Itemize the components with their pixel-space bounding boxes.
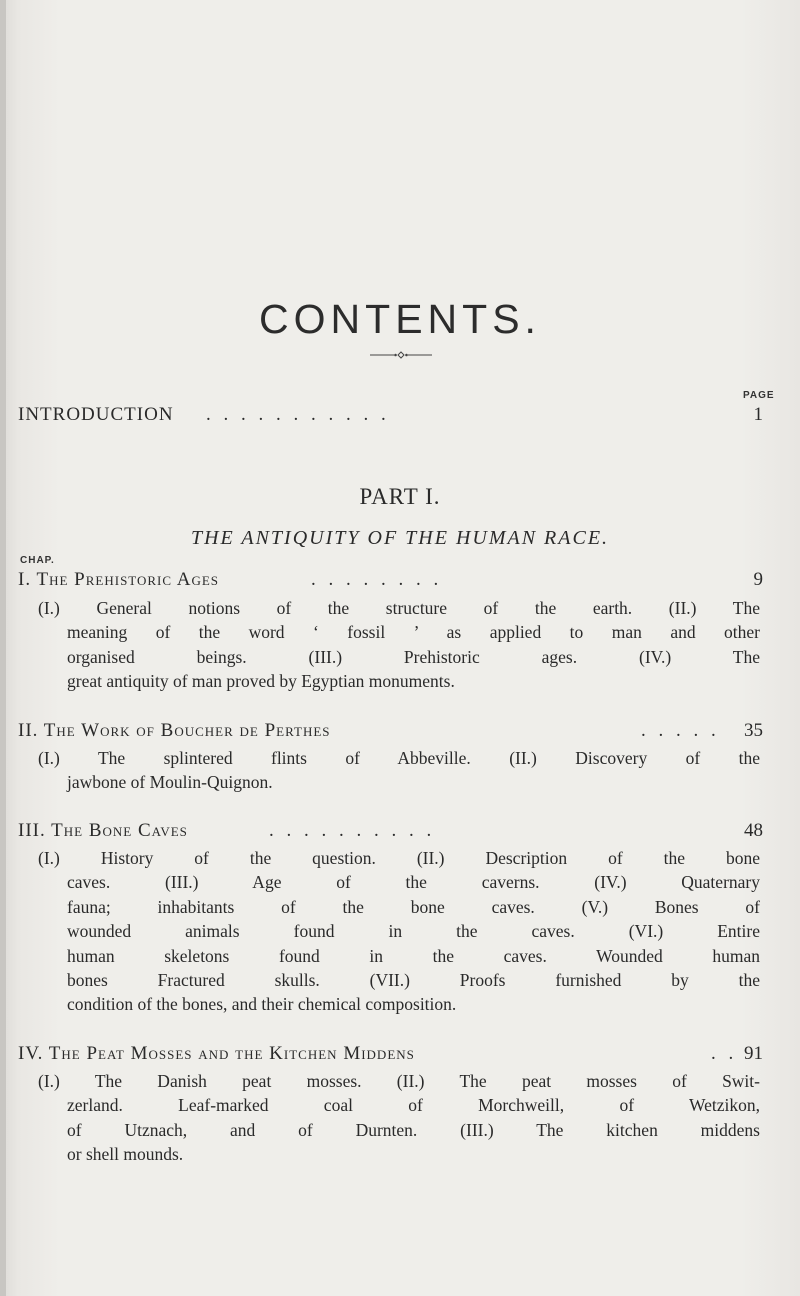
summary-line: jawbone of Moulin-Quignon. [67,772,273,793]
summary-line: (I.) The Danish peat mosses. (II.) The peat mosses of Swit- [38,1071,760,1091]
toc-entry-chapter-4[interactable] [18,1043,763,1069]
page-binding-edge [0,0,6,1296]
summary-line: condition of the bones, and their chemical composition. [67,994,457,1015]
toc-entry-chapter-2[interactable] [18,720,763,746]
part-subtitle: THE ANTIQUITY OF THE HUMAN RACE. [190,527,610,549]
summary-line: of Utznach, and of Durnten. (III.) The kitchen middens [67,1119,760,1140]
page-title: CONTENTS. [259,296,541,342]
summary-line: wounded animals found in the caves. (VI.) Entire [67,921,760,942]
leader-dots: . . . . . [641,720,720,741]
chapter-summary [38,746,760,795]
page-column-label: PAGE [743,390,775,401]
leader-dots: . . . . . . . . [311,569,443,590]
leader-dots: . . . . . . . . . . [269,820,436,841]
leader-dots: . . . . . . . . . . . [206,404,390,425]
chapter-page: 35 [744,720,763,741]
chapter-page: 9 [753,569,763,590]
summary-line: or shell mounds. [67,1144,184,1165]
chapter-column-label: CHAP. [20,555,55,566]
summary-line: meaning of the word ‘ fossil ’ as applied to man and other [67,622,760,643]
chapter-page: 91 [744,1043,763,1064]
chapter-title: III. The Bone Caves [18,820,188,841]
chapter-page: 48 [744,820,763,841]
chapter-title: IV. The Peat Mosses and the Kitchen Middens [18,1043,415,1064]
toc-entry-label: INTRODUCTION [18,404,174,425]
chapter-summary [38,846,760,1017]
summary-line: (I.) The splintered flints of Abbeville. (II.) Discovery of the [38,748,760,768]
chapter-summary [38,1069,760,1167]
summary-line: zerland. Leaf-marked coal of Morchweill, of Wetzikon, [67,1095,760,1116]
leader-dots: . . [711,1043,738,1064]
chapter-title: II. The Work of Boucher de Perthes [18,720,331,741]
toc-entry-chapter-1[interactable] [18,569,763,595]
part-heading: PART I. [359,484,441,509]
toc-entry-chapter-3[interactable] [18,820,763,846]
summary-line: (I.) History of the question. (II.) Description of the bone [38,848,760,868]
toc-entry-page: 1 [753,404,763,425]
summary-line: organised beings. (III.) Prehistoric ages. (IV.) The [67,646,760,667]
toc-entry-introduction[interactable] [18,404,763,430]
summary-line: human skeletons found in the caves. Wounded human [67,945,760,966]
ornament-divider-icon [370,350,432,360]
summary-line: great antiquity of man proved by Egyptian monuments. [67,671,455,692]
chapter-title: I. The Prehistoric Ages [18,569,220,590]
chapter-summary [38,596,760,694]
summary-line: caves. (III.) Age of the caverns. (IV.) Quaternary [67,872,760,893]
summary-line: fauna; inhabitants of the bone caves. (V.) Bones of [67,896,760,917]
summary-line: (I.) General notions of the structure of the earth. (II.) The [38,598,760,618]
summary-line: bones Fractured skulls. (VII.) Proofs furnished by the [67,970,760,991]
